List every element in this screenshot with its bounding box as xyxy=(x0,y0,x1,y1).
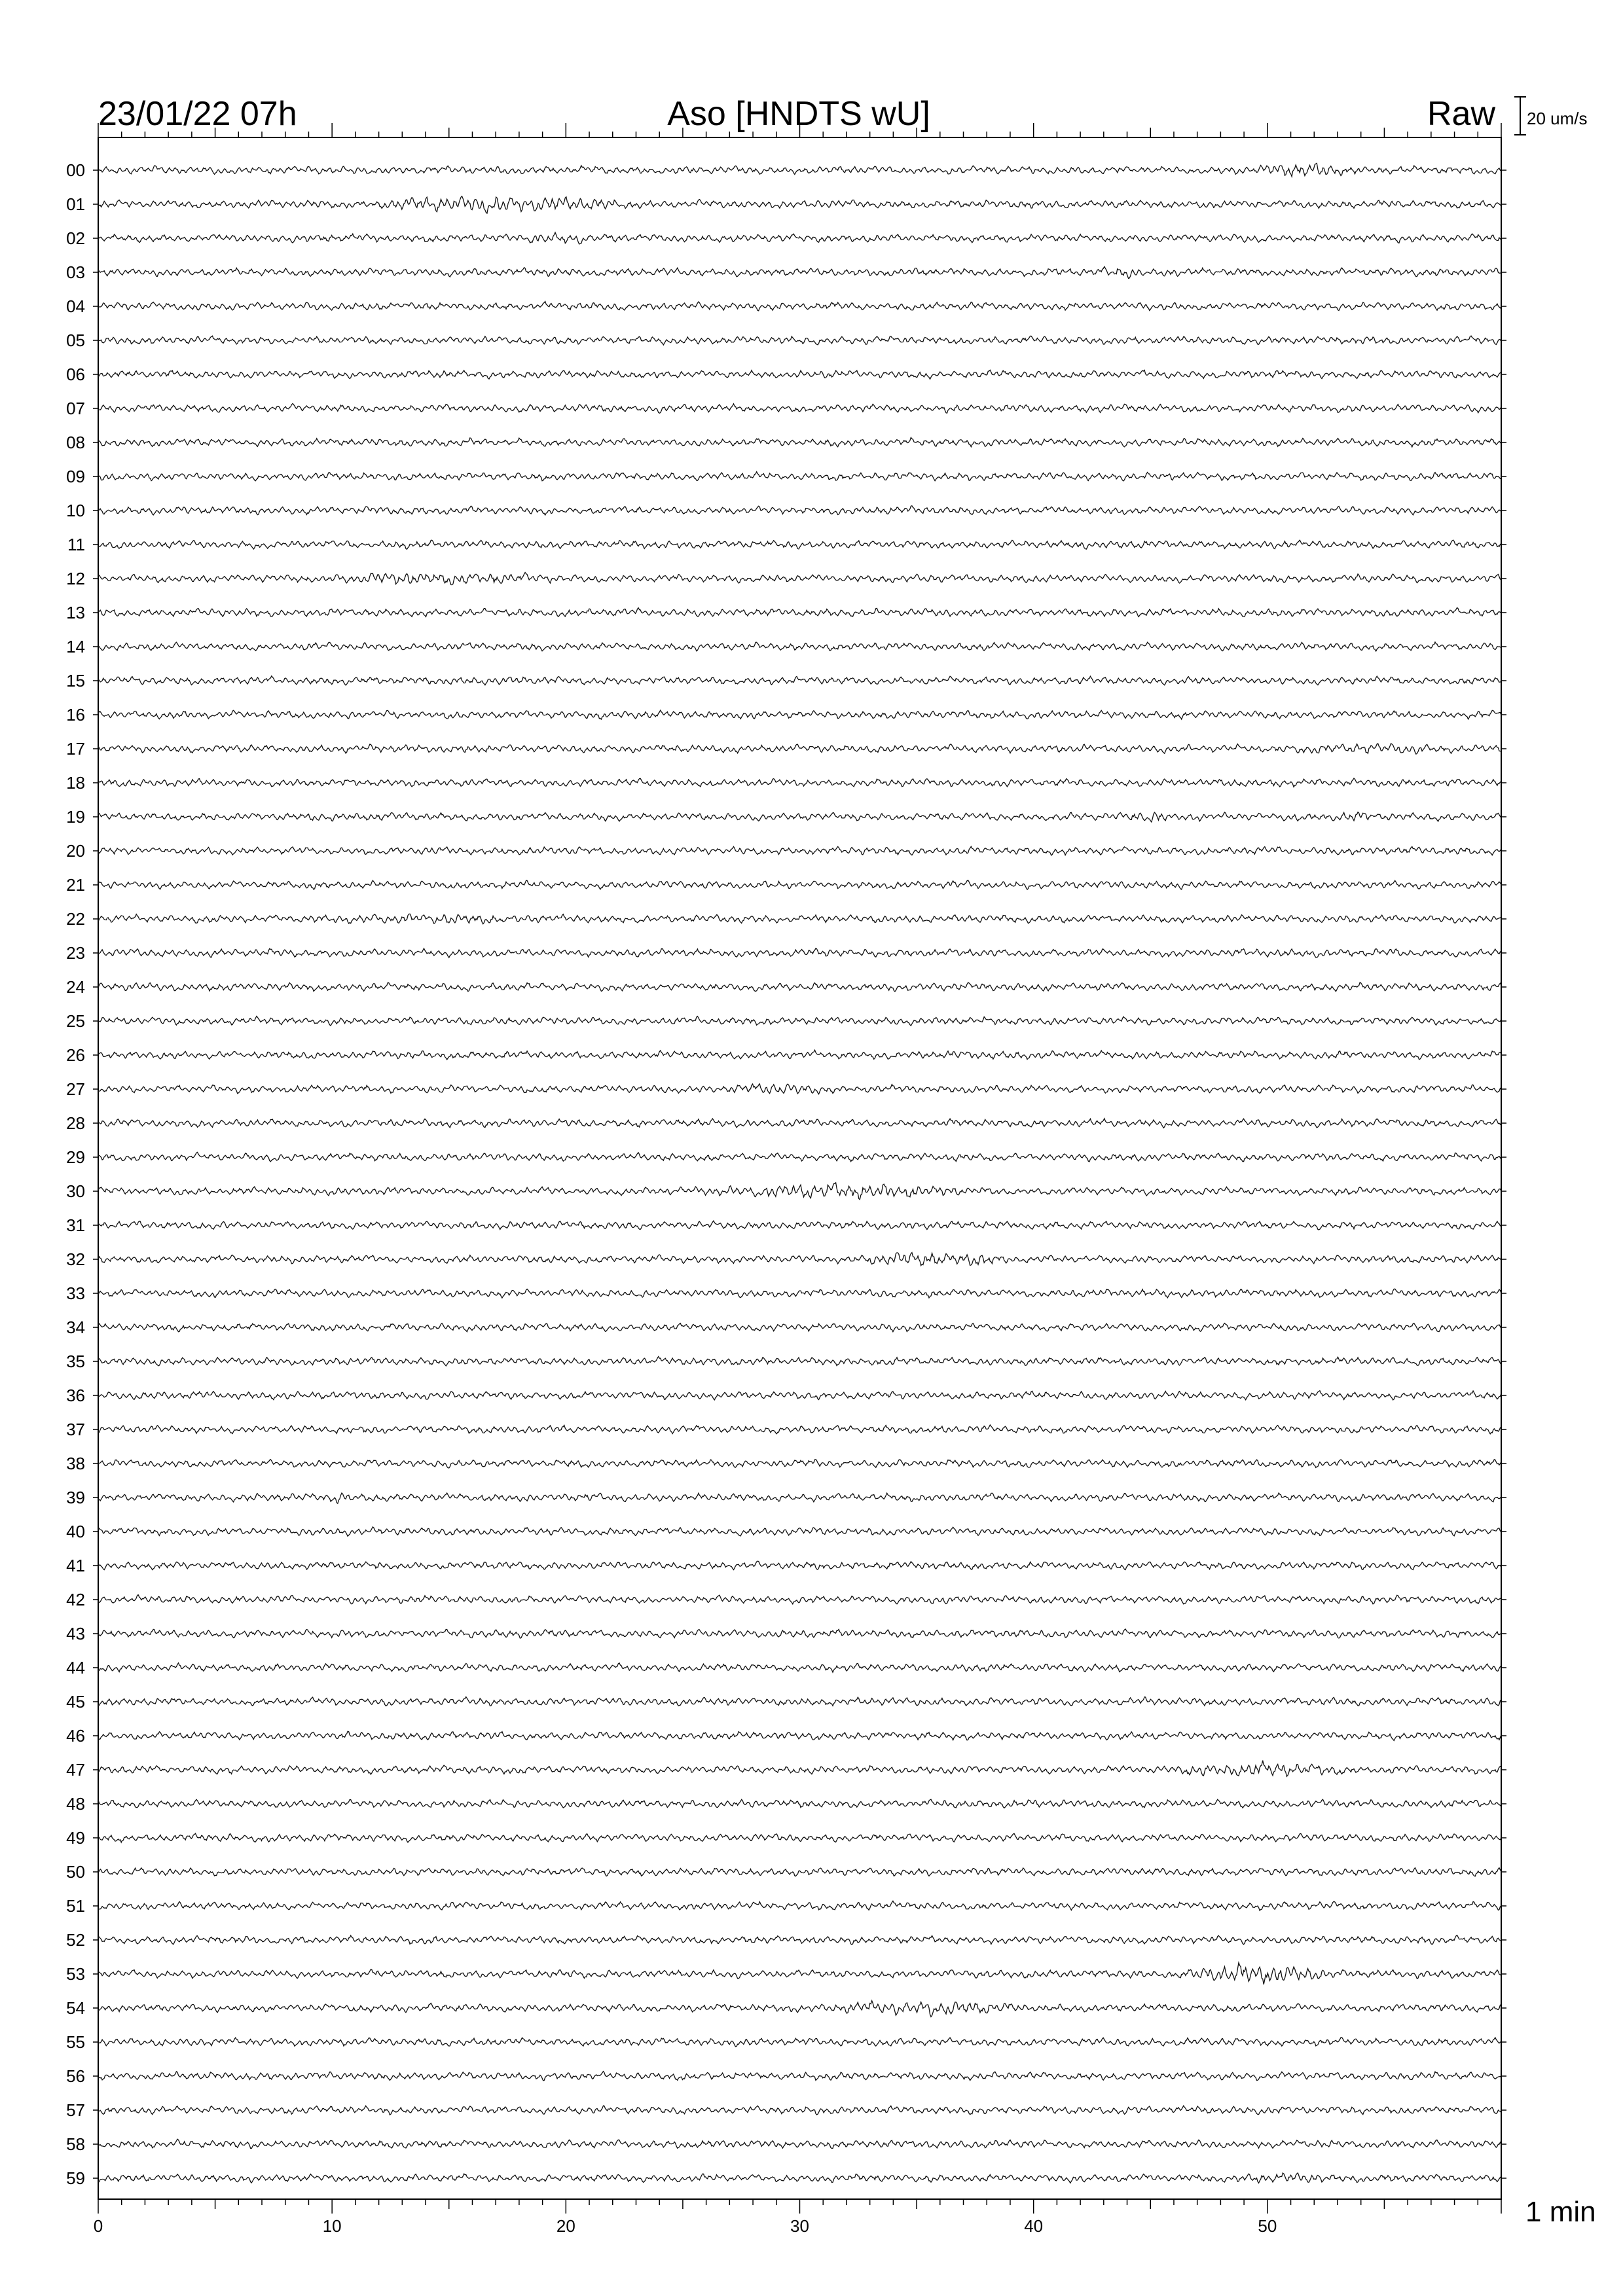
row-label: 39 xyxy=(66,1488,85,1507)
trace-row-11 xyxy=(98,540,1501,549)
row-label: 50 xyxy=(66,1862,85,1882)
trace-row-36 xyxy=(98,1391,1501,1400)
row-label: 32 xyxy=(66,1249,85,1269)
x-tick-label: 40 xyxy=(1024,2216,1044,2236)
trace-row-25 xyxy=(98,1016,1501,1026)
trace-row-22 xyxy=(98,914,1501,924)
trace-row-47 xyxy=(98,1761,1501,1777)
trace-row-16 xyxy=(98,710,1501,719)
plot-border xyxy=(98,137,1501,2199)
row-label: 15 xyxy=(66,671,85,691)
trace-row-40 xyxy=(98,1527,1501,1536)
x-axis-unit-label: 1 min xyxy=(1525,2196,1596,2228)
x-tick-label: 0 xyxy=(93,2216,103,2236)
trace-row-04 xyxy=(98,302,1501,311)
trace-row-21 xyxy=(98,880,1501,889)
trace-row-30 xyxy=(98,1183,1501,1200)
row-label: 31 xyxy=(66,1215,85,1235)
row-label: 57 xyxy=(66,2100,85,2120)
trace-row-33 xyxy=(98,1289,1501,1298)
row-label: 13 xyxy=(66,603,85,622)
trace-row-57 xyxy=(98,2106,1501,2115)
trace-row-15 xyxy=(98,676,1501,685)
trace-row-06 xyxy=(98,370,1501,379)
row-label: 47 xyxy=(66,1760,85,1780)
trace-row-45 xyxy=(98,1697,1501,1706)
row-label: 38 xyxy=(66,1454,85,1473)
row-label: 33 xyxy=(66,1283,85,1303)
row-labels xyxy=(66,160,1506,2188)
trace-row-52 xyxy=(98,1935,1501,1945)
trace-row-53 xyxy=(98,1963,1501,1984)
trace-row-10 xyxy=(98,506,1501,515)
row-label: 41 xyxy=(66,1556,85,1575)
trace-row-48 xyxy=(98,1799,1501,1808)
trace-row-13 xyxy=(98,607,1501,617)
trace-row-39 xyxy=(98,1493,1501,1503)
row-label: 11 xyxy=(67,535,85,554)
row-label: 34 xyxy=(66,1318,85,1337)
row-label: 54 xyxy=(66,1998,85,2018)
trace-row-35 xyxy=(98,1357,1501,1366)
row-label: 04 xyxy=(66,296,85,316)
trace-row-19 xyxy=(98,812,1501,822)
trace-row-34 xyxy=(98,1323,1501,1332)
x-tick-label: 10 xyxy=(322,2216,342,2236)
station-title: Aso [HNDTS wU] xyxy=(667,95,930,133)
trace-row-18 xyxy=(98,778,1501,787)
trace-row-38 xyxy=(98,1460,1501,1468)
trace-row-08 xyxy=(98,437,1501,447)
trace-row-32 xyxy=(98,1253,1501,1266)
trace-row-37 xyxy=(98,1425,1501,1434)
row-label: 01 xyxy=(66,194,85,214)
trace-row-14 xyxy=(98,642,1501,651)
row-label: 21 xyxy=(66,875,85,895)
trace-row-56 xyxy=(98,2072,1501,2081)
trace-row-12 xyxy=(98,573,1501,585)
row-label: 03 xyxy=(66,262,85,282)
row-label: 09 xyxy=(66,467,85,486)
row-label: 17 xyxy=(66,739,85,759)
x-tick-label: 50 xyxy=(1258,2216,1277,2236)
row-label: 12 xyxy=(66,569,85,588)
trace-row-07 xyxy=(98,404,1501,414)
row-label: 52 xyxy=(66,1930,85,1950)
row-label: 24 xyxy=(66,977,85,997)
row-label: 43 xyxy=(66,1624,85,1643)
trace-group xyxy=(98,163,1501,2183)
row-label: 05 xyxy=(66,331,85,350)
row-label: 27 xyxy=(66,1079,85,1099)
trace-row-44 xyxy=(98,1663,1501,1672)
row-label: 00 xyxy=(66,160,85,180)
row-label: 07 xyxy=(66,399,85,418)
trace-row-54 xyxy=(98,2001,1501,2017)
row-label: 46 xyxy=(66,1726,85,1746)
trace-row-50 xyxy=(98,1868,1501,1876)
trace-row-41 xyxy=(98,1561,1501,1570)
row-label: 19 xyxy=(66,807,85,827)
trace-row-00 xyxy=(98,163,1501,176)
trace-row-28 xyxy=(98,1119,1501,1128)
plot-frame xyxy=(98,137,1501,2199)
x-axis-ticks xyxy=(94,123,1501,2236)
row-label: 23 xyxy=(66,943,85,963)
row-label: 20 xyxy=(66,841,85,861)
x-tick-label: 30 xyxy=(790,2216,809,2236)
trace-row-51 xyxy=(98,1901,1501,1911)
row-label: 10 xyxy=(66,501,85,520)
row-label: 30 xyxy=(66,1181,85,1201)
trace-row-27 xyxy=(98,1084,1501,1094)
trace-row-20 xyxy=(98,846,1501,855)
row-label: 44 xyxy=(66,1658,85,1677)
date-hour-label: 23/01/22 07h xyxy=(98,95,297,133)
row-label: 40 xyxy=(66,1522,85,1541)
trace-row-46 xyxy=(98,1731,1501,1740)
trace-row-55 xyxy=(98,2037,1501,2047)
row-label: 35 xyxy=(66,1352,85,1371)
trace-row-03 xyxy=(98,266,1501,278)
row-label: 45 xyxy=(66,1692,85,1712)
row-label: 14 xyxy=(66,637,85,656)
row-label: 29 xyxy=(66,1147,85,1167)
row-label: 26 xyxy=(66,1045,85,1065)
trace-row-02 xyxy=(98,232,1501,244)
trace-row-23 xyxy=(98,948,1501,958)
trace-row-49 xyxy=(98,1833,1501,1842)
amplitude-scale-label: 20 um/s xyxy=(1527,109,1588,128)
trace-row-58 xyxy=(98,2139,1501,2148)
row-label: 42 xyxy=(66,1590,85,1609)
trace-row-01 xyxy=(98,196,1501,213)
row-label: 08 xyxy=(66,433,85,452)
trace-row-59 xyxy=(98,2173,1501,2183)
trace-row-17 xyxy=(98,744,1501,754)
trace-row-05 xyxy=(98,336,1501,345)
x-tick-label: 20 xyxy=(556,2216,575,2236)
mode-label: Raw xyxy=(1427,95,1496,133)
trace-row-29 xyxy=(98,1153,1501,1162)
row-label: 37 xyxy=(66,1420,85,1439)
row-label: 49 xyxy=(66,1828,85,1848)
row-label: 06 xyxy=(66,365,85,384)
trace-row-31 xyxy=(98,1221,1501,1230)
row-label: 55 xyxy=(66,2032,85,2052)
trace-row-42 xyxy=(98,1595,1501,1604)
row-label: 59 xyxy=(66,2168,85,2188)
trace-row-24 xyxy=(98,982,1501,992)
row-label: 36 xyxy=(66,1386,85,1405)
trace-row-26 xyxy=(98,1050,1501,1060)
row-label: 25 xyxy=(66,1011,85,1031)
row-label: 28 xyxy=(66,1113,85,1133)
trace-row-09 xyxy=(98,472,1501,481)
row-label: 02 xyxy=(66,228,85,248)
trace-row-43 xyxy=(98,1629,1501,1638)
row-label: 48 xyxy=(66,1794,85,1814)
row-label: 58 xyxy=(66,2134,85,2154)
row-label: 22 xyxy=(66,909,85,929)
row-label: 56 xyxy=(66,2066,85,2086)
row-label: 16 xyxy=(66,705,85,725)
row-label: 18 xyxy=(66,773,85,793)
row-label: 51 xyxy=(66,1896,85,1916)
row-label: 53 xyxy=(66,1964,85,1984)
amplitude-scale-bar xyxy=(1514,97,1526,135)
